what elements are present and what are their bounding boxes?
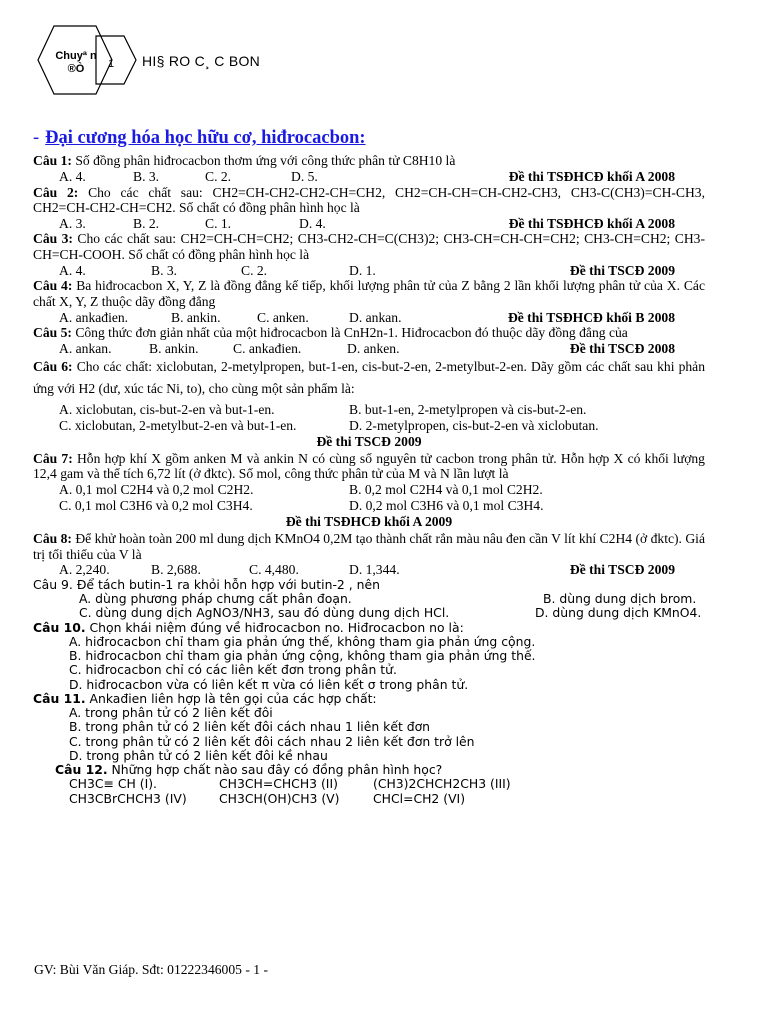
question-label: Câu 5:	[33, 325, 72, 341]
exam-source: Đề thi TSCĐ 2008	[569, 340, 675, 356]
chapter-number: 1	[108, 58, 115, 70]
chapter-header	[32, 20, 432, 100]
question-text: Ba hiđrocacbon X, Y, Z là đồng đẳng kế tiếp, khối lượng phân tử của Z bằng 2 lần khối lượng phân tử của X. Các chất X, Y, Z thuộc dãy đồng đẳng	[33, 278, 705, 309]
answer-row	[33, 341, 705, 357]
option-a: A. hiđrocacbon chỉ tham gia phản ứng thế, không tham gia phản ứng cộng.	[69, 633, 536, 649]
question-5	[33, 325, 705, 341]
chapter-badge	[52, 50, 100, 76]
question-text: Ankađien liên hợp là tên gọi của các hợp chất:	[89, 690, 377, 706]
answer-row	[33, 562, 705, 578]
option-b: B. ankin.	[171, 309, 221, 325]
answer-row	[33, 592, 705, 606]
option-b: B. 2.	[133, 215, 160, 231]
compound-5: CH3CH(OH)CH3 (V)	[219, 790, 340, 806]
question-6	[33, 356, 705, 400]
badge-line-1: Chuyª n	[55, 50, 97, 62]
option-c: C. anken.	[257, 309, 309, 325]
option-c: C. trong phân tử có 2 liên kết đôi cách nhau 2 liên kết đơn trở lên	[69, 733, 475, 749]
option-d: D. 0,2 mol C3H6 và 0,1 mol C3H4.	[349, 497, 544, 513]
question-7	[33, 451, 705, 482]
compound-6: CHCl=CH2 (VI)	[373, 790, 466, 806]
option-d: D. anken.	[347, 340, 400, 356]
answer-row	[33, 216, 705, 232]
option-b: B. 3.	[133, 168, 160, 184]
question-text: Cho các chất sau: CH2=CH-CH2-CH2-CH=CH2, CH2=CH-CH=CH-CH2-CH3, CH3-C(CH3)=CH-CH3, CH2=CH-CH2-CH=CH2. Số chất có đồng phân hình học là	[33, 184, 705, 216]
answer-row	[33, 310, 705, 326]
exam-source: Đề thi TSCĐ 2009	[316, 434, 422, 450]
option-c: C. xiclobutan, 2-metylbut-2-en và but-1-en.	[59, 417, 297, 433]
question-text: Số đồng phân hiđrocacbon thơm ứng với công thức phân tử C8H10 là	[75, 153, 456, 169]
option-b: B. dùng dung dịch brom.	[543, 591, 697, 607]
option-b: B. 2,688.	[151, 562, 201, 578]
answer-row	[33, 606, 705, 620]
compound-2: CH3CH=CHCH3 (II)	[219, 776, 338, 792]
question-11	[33, 692, 705, 706]
option-a: A. 4.	[59, 168, 86, 184]
option-c: C. ankađien.	[233, 340, 302, 356]
option-d: D. hiđrocacbon vừa có liên kết π vừa có liên kết σ trong phân tử.	[69, 676, 469, 692]
question-10	[33, 621, 705, 635]
section-title-text: Đại cương hóa học hữu cơ, hiđrocacbon:	[45, 128, 366, 148]
answer-row	[33, 169, 705, 185]
compound-1: CH3C≡ CH (I).	[69, 776, 157, 792]
option-d: D. 5.	[291, 168, 318, 184]
section-title	[33, 128, 705, 149]
answer-row	[33, 402, 705, 418]
question-label: Câu 4:	[33, 278, 73, 294]
option-a: A. ankađien.	[59, 309, 129, 325]
option-b: B. 0,2 mol C2H4 và 0,1 mol C2H2.	[349, 482, 543, 498]
question-text: Để tách butin-1 ra khỏi hỗn hợp với butin-2 , nên	[76, 576, 380, 592]
option-c: C. 4,480.	[249, 562, 299, 578]
exam-source: Đề thi TSĐHCĐ khối A 2008	[508, 215, 675, 231]
chapter-title: HI§ RO C¸ C BON	[142, 53, 261, 69]
answer-row	[33, 263, 705, 279]
option-c: C. dùng dung dịch AgNO3/NH3, sau đó dùng dung dịch HCl.	[79, 605, 450, 621]
question-text: Cho các chất: xiclobutan, 2-metylpropen, but-1-en, cis-but-2-en, 2-metylbut-2-en. Dãy gồm các chất sau khi phản ứng với H2 (dư, xúc tác Ni, to), cho cùng một sản phẩm là:	[33, 359, 705, 397]
question-label: Câu 8:	[33, 530, 72, 546]
answer-row	[33, 482, 705, 498]
exam-source: Đề thi TSĐHCĐ khối A 2008	[508, 168, 675, 184]
option-d: D. 1,344.	[349, 562, 400, 578]
question-text: Công thức đơn giản nhất của một hiđrocacbon là CnH2n-1. Hiđrocacbon đó thuộc dãy đồng đẳng của	[75, 325, 628, 341]
question-label: Câu 6:	[33, 359, 73, 375]
option-d: D. ankan.	[349, 309, 402, 325]
question-label: Câu 1:	[33, 153, 72, 169]
question-label: Câu 3:	[33, 231, 73, 247]
question-text: Cho các chất sau: CH2=CH-CH=CH2; CH3-CH2-CH=C(CH3)2; CH3-CH=CH-CH=CH2; CH3-CH=CH2; CH3-CH=CH-COOH. Số chất có đồng phân hình học là	[33, 231, 705, 263]
question-label: Câu 10.	[33, 619, 86, 635]
question-text: Để khử hoàn toàn 200 ml dung dịch KMnO4 0,2M tạo thành chất rắn màu nâu đen cần V lít khí C2H4 (ở đktc). Giá trị tối thiểu của V là	[33, 530, 705, 562]
question-label: Câu 7:	[33, 450, 73, 466]
compound-4: CH3CBrCHCH3 (IV)	[69, 790, 187, 806]
question-text: Hỗn hợp khí X gồm anken M và ankin N có cùng số nguyên tử cacbon trong phân tử. Hỗn hợp X có khối lượng 12,4 gam và thể tích 6,72 lít (ở đktc). Số mol, công thức phân tử của M và N lần lượt là	[33, 450, 705, 482]
exam-source: Đề thi TSĐHCĐ khối B 2008	[507, 309, 675, 325]
option-c: C. 0,1 mol C3H6 và 0,2 mol C3H4.	[59, 497, 253, 513]
option-a: A. xiclobutan, cis-but-2-en và but-1-en.	[59, 401, 275, 417]
answer-row	[33, 418, 705, 434]
option-a: A. 2,240.	[59, 562, 110, 578]
question-4	[33, 278, 705, 309]
question-text: Chọn khái niệm đúng về hiđrocacbon no. Hiđrocacbon no là:	[89, 619, 464, 635]
option-d: D. 2-metylpropen, cis-but-2-en và xiclobutan.	[349, 417, 599, 433]
option-d: D. dùng dung dịch KMnO4.	[535, 605, 702, 621]
answer-row	[33, 498, 705, 514]
exam-source: Đề thi TSĐHCĐ khối A 2009	[285, 514, 453, 530]
question-label: Câu 12.	[55, 762, 108, 778]
option-a: A. dùng phương pháp chưng cất phân đoạn.	[79, 591, 352, 607]
option-d: D. 4.	[299, 215, 326, 231]
exam-source: Đề thi TSCĐ 2009	[569, 262, 675, 278]
option-c: C. hiđrocacbon chỉ có các liên kết đơn trong phân tử.	[69, 662, 397, 678]
question-text: Những hợp chất nào sau đây có đồng phân hình học?	[111, 762, 443, 778]
question-label: Câu 11.	[33, 690, 86, 706]
question-8	[33, 531, 705, 562]
question-label: Câu 2:	[33, 184, 79, 200]
option-b: B. hiđrocacbon chỉ tham gia phản ứng cộng, không tham gia phản ứng thế.	[69, 648, 536, 664]
compound-3: (CH3)2CHCH2CH3 (III)	[373, 776, 511, 792]
option-b: B. trong phân tử có 2 liên kết đôi cách nhau 1 liên kết đơn	[69, 719, 431, 735]
option-a: A. 0,1 mol C2H4 và 0,2 mol C2H2.	[59, 482, 254, 498]
option-b: B. ankin.	[149, 340, 199, 356]
question-1	[33, 153, 705, 169]
option-c: C. 2.	[241, 262, 268, 278]
question-label: Câu 9.	[33, 576, 73, 592]
page-footer: GV: Bùi Văn Giáp. Sđt: 01222346005 - 1 -	[34, 962, 268, 977]
badge-line-2: ®Ò	[67, 63, 85, 76]
option-c: C. 1.	[205, 215, 232, 231]
option-b: B. 3.	[151, 262, 178, 278]
option-d: D. 1.	[349, 262, 376, 278]
question-3	[33, 231, 705, 262]
option-a: A. ankan.	[59, 340, 112, 356]
exam-source: Đề thi TSCĐ 2009	[569, 562, 675, 578]
option-a: A. 4.	[59, 262, 86, 278]
compound-list	[33, 777, 705, 806]
option-a: A. 3.	[59, 215, 86, 231]
option-b: B. but-1-en, 2-metylpropen và cis-but-2-en.	[349, 401, 587, 417]
question-9	[33, 578, 705, 592]
option-a: A. trong phân tử có 2 liên kết đôi	[69, 705, 273, 721]
question-12	[33, 763, 705, 777]
option-c: C. 2.	[205, 168, 232, 184]
question-2	[33, 185, 705, 216]
option-d: D. trong phân tử có 2 liên kết đôi kề nhau	[69, 747, 328, 763]
document-body	[33, 128, 705, 806]
section-dash: -	[33, 128, 40, 148]
